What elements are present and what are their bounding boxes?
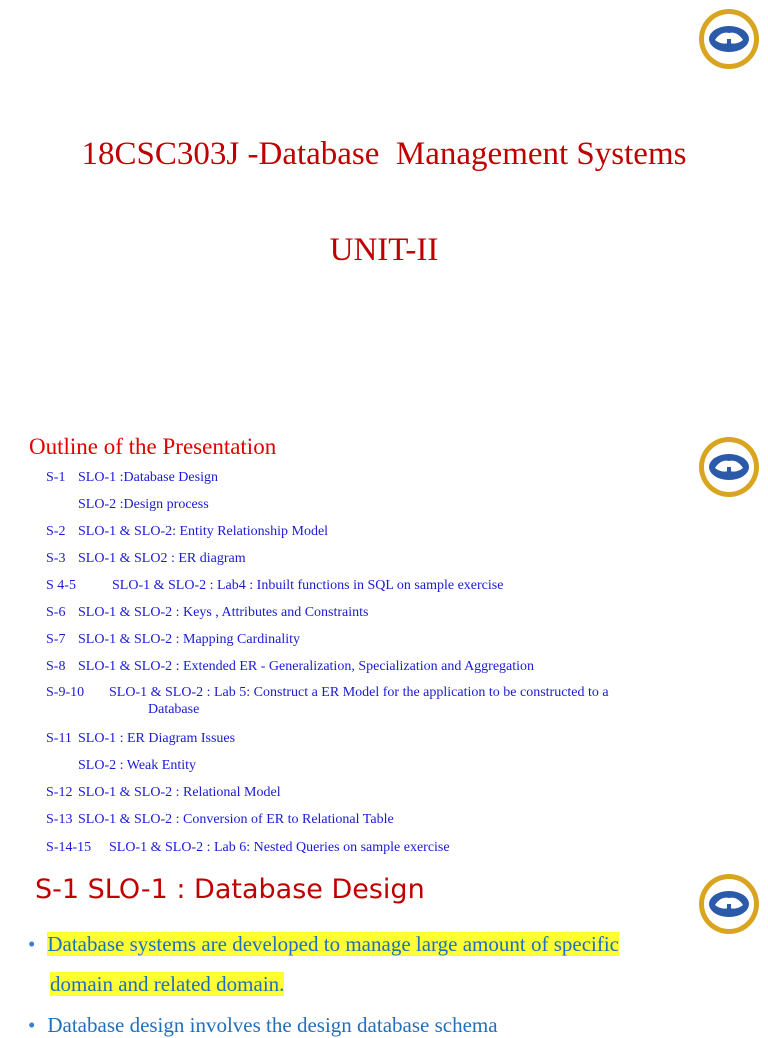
- bullet-text: Database systems are developed to manage large amount of specific: [47, 932, 620, 956]
- outline-item: [46, 604, 369, 621]
- outline-text: SLO-1 & SLO-2 : Extended ER - Generalization, Specialization and Aggregation: [78, 659, 535, 674]
- bullet-dot-icon: •: [28, 932, 36, 956]
- outline-code: S 4-5: [46, 578, 76, 593]
- bullet-text: domain and related domain.: [50, 972, 285, 996]
- outline-item: [46, 577, 503, 594]
- outline-item: [46, 757, 196, 774]
- database-design-slide: [0, 860, 768, 1037]
- outline-item: [46, 684, 609, 718]
- outline-text: [109, 684, 609, 718]
- outline-item: [46, 631, 300, 648]
- course-title: 18CSC303J -Database Management Systems: [81, 136, 687, 172]
- outline-code: S-14-15: [46, 840, 92, 855]
- outline-slide: [0, 405, 768, 860]
- outline-text: SLO-2 :Design process: [78, 497, 209, 512]
- outline-item: [46, 496, 209, 513]
- outline-text-line1: SLO-1 & SLO-2 : Lab 5: Construct a ER Model for the application to be constructed to a: [109, 685, 609, 700]
- outline-text: SLO-1 & SLO-2 : Conversion of ER to Relational Table: [78, 812, 394, 827]
- bullet-item: [28, 931, 619, 957]
- bullet-text: Database design involves the design database schema: [47, 1013, 498, 1037]
- outline-code: S-11: [46, 731, 72, 746]
- outline-text: SLO-1 :Database Design: [78, 470, 218, 485]
- bullet-item: [28, 1012, 498, 1038]
- outline-code: S-7: [46, 632, 66, 647]
- outline-code: S-2: [46, 524, 66, 539]
- outline-text: SLO-2 : Weak Entity: [78, 758, 196, 773]
- outline-text: SLO-1 & SLO-2 : Lab 6: Nested Queries on sample exercise: [109, 840, 450, 855]
- outline-text: SLO-1 & SLO-2 : Lab4 : Inbuilt functions in SQL on sample exercise: [112, 578, 504, 593]
- outline-text: SLO-1 : ER Diagram Issues: [78, 731, 236, 746]
- outline-code: S-9-10: [46, 685, 85, 700]
- unit-label: UNIT-II: [329, 232, 439, 268]
- outline-item: [46, 523, 328, 540]
- outline-text: SLO-1 & SLO2 : ER diagram: [78, 551, 246, 566]
- outline-text: SLO-1 & SLO-2 : Keys , Attributes and Constraints: [78, 605, 369, 620]
- outline-item: [46, 811, 394, 828]
- outline-code: S-8: [46, 659, 66, 674]
- outline-text: SLO-1 & SLO-2 : Relational Model: [78, 785, 281, 800]
- outline-text: SLO-1 & SLO-2 : Mapping Cardinality: [78, 632, 301, 647]
- outline-item: [46, 550, 246, 567]
- outline-code: S-3: [46, 551, 66, 566]
- outline-item: [46, 839, 450, 856]
- outline-item: [46, 658, 534, 675]
- outline-item: [46, 469, 218, 486]
- university-emblem-icon: [697, 435, 761, 499]
- bullet-dot-icon: •: [28, 1013, 36, 1037]
- university-emblem-icon: [697, 872, 761, 936]
- outline-text: SLO-1 & SLO-2: Entity Relationship Model: [78, 524, 329, 539]
- university-emblem-icon: [697, 7, 761, 71]
- outline-code: S-6: [46, 605, 66, 620]
- title-slide: [0, 0, 768, 405]
- slide-heading: S-1 SLO-1 : Database Design: [35, 874, 425, 905]
- outline-item: [46, 730, 235, 747]
- outline-code: S-12: [46, 785, 73, 800]
- outline-heading: Outline of the Presentation: [29, 434, 277, 459]
- outline-code: S-13: [46, 812, 73, 827]
- outline-item: [46, 784, 281, 801]
- bullet-item-continuation: [50, 971, 284, 997]
- outline-text-line2: Database: [148, 702, 200, 717]
- outline-code: S-1: [46, 470, 66, 485]
